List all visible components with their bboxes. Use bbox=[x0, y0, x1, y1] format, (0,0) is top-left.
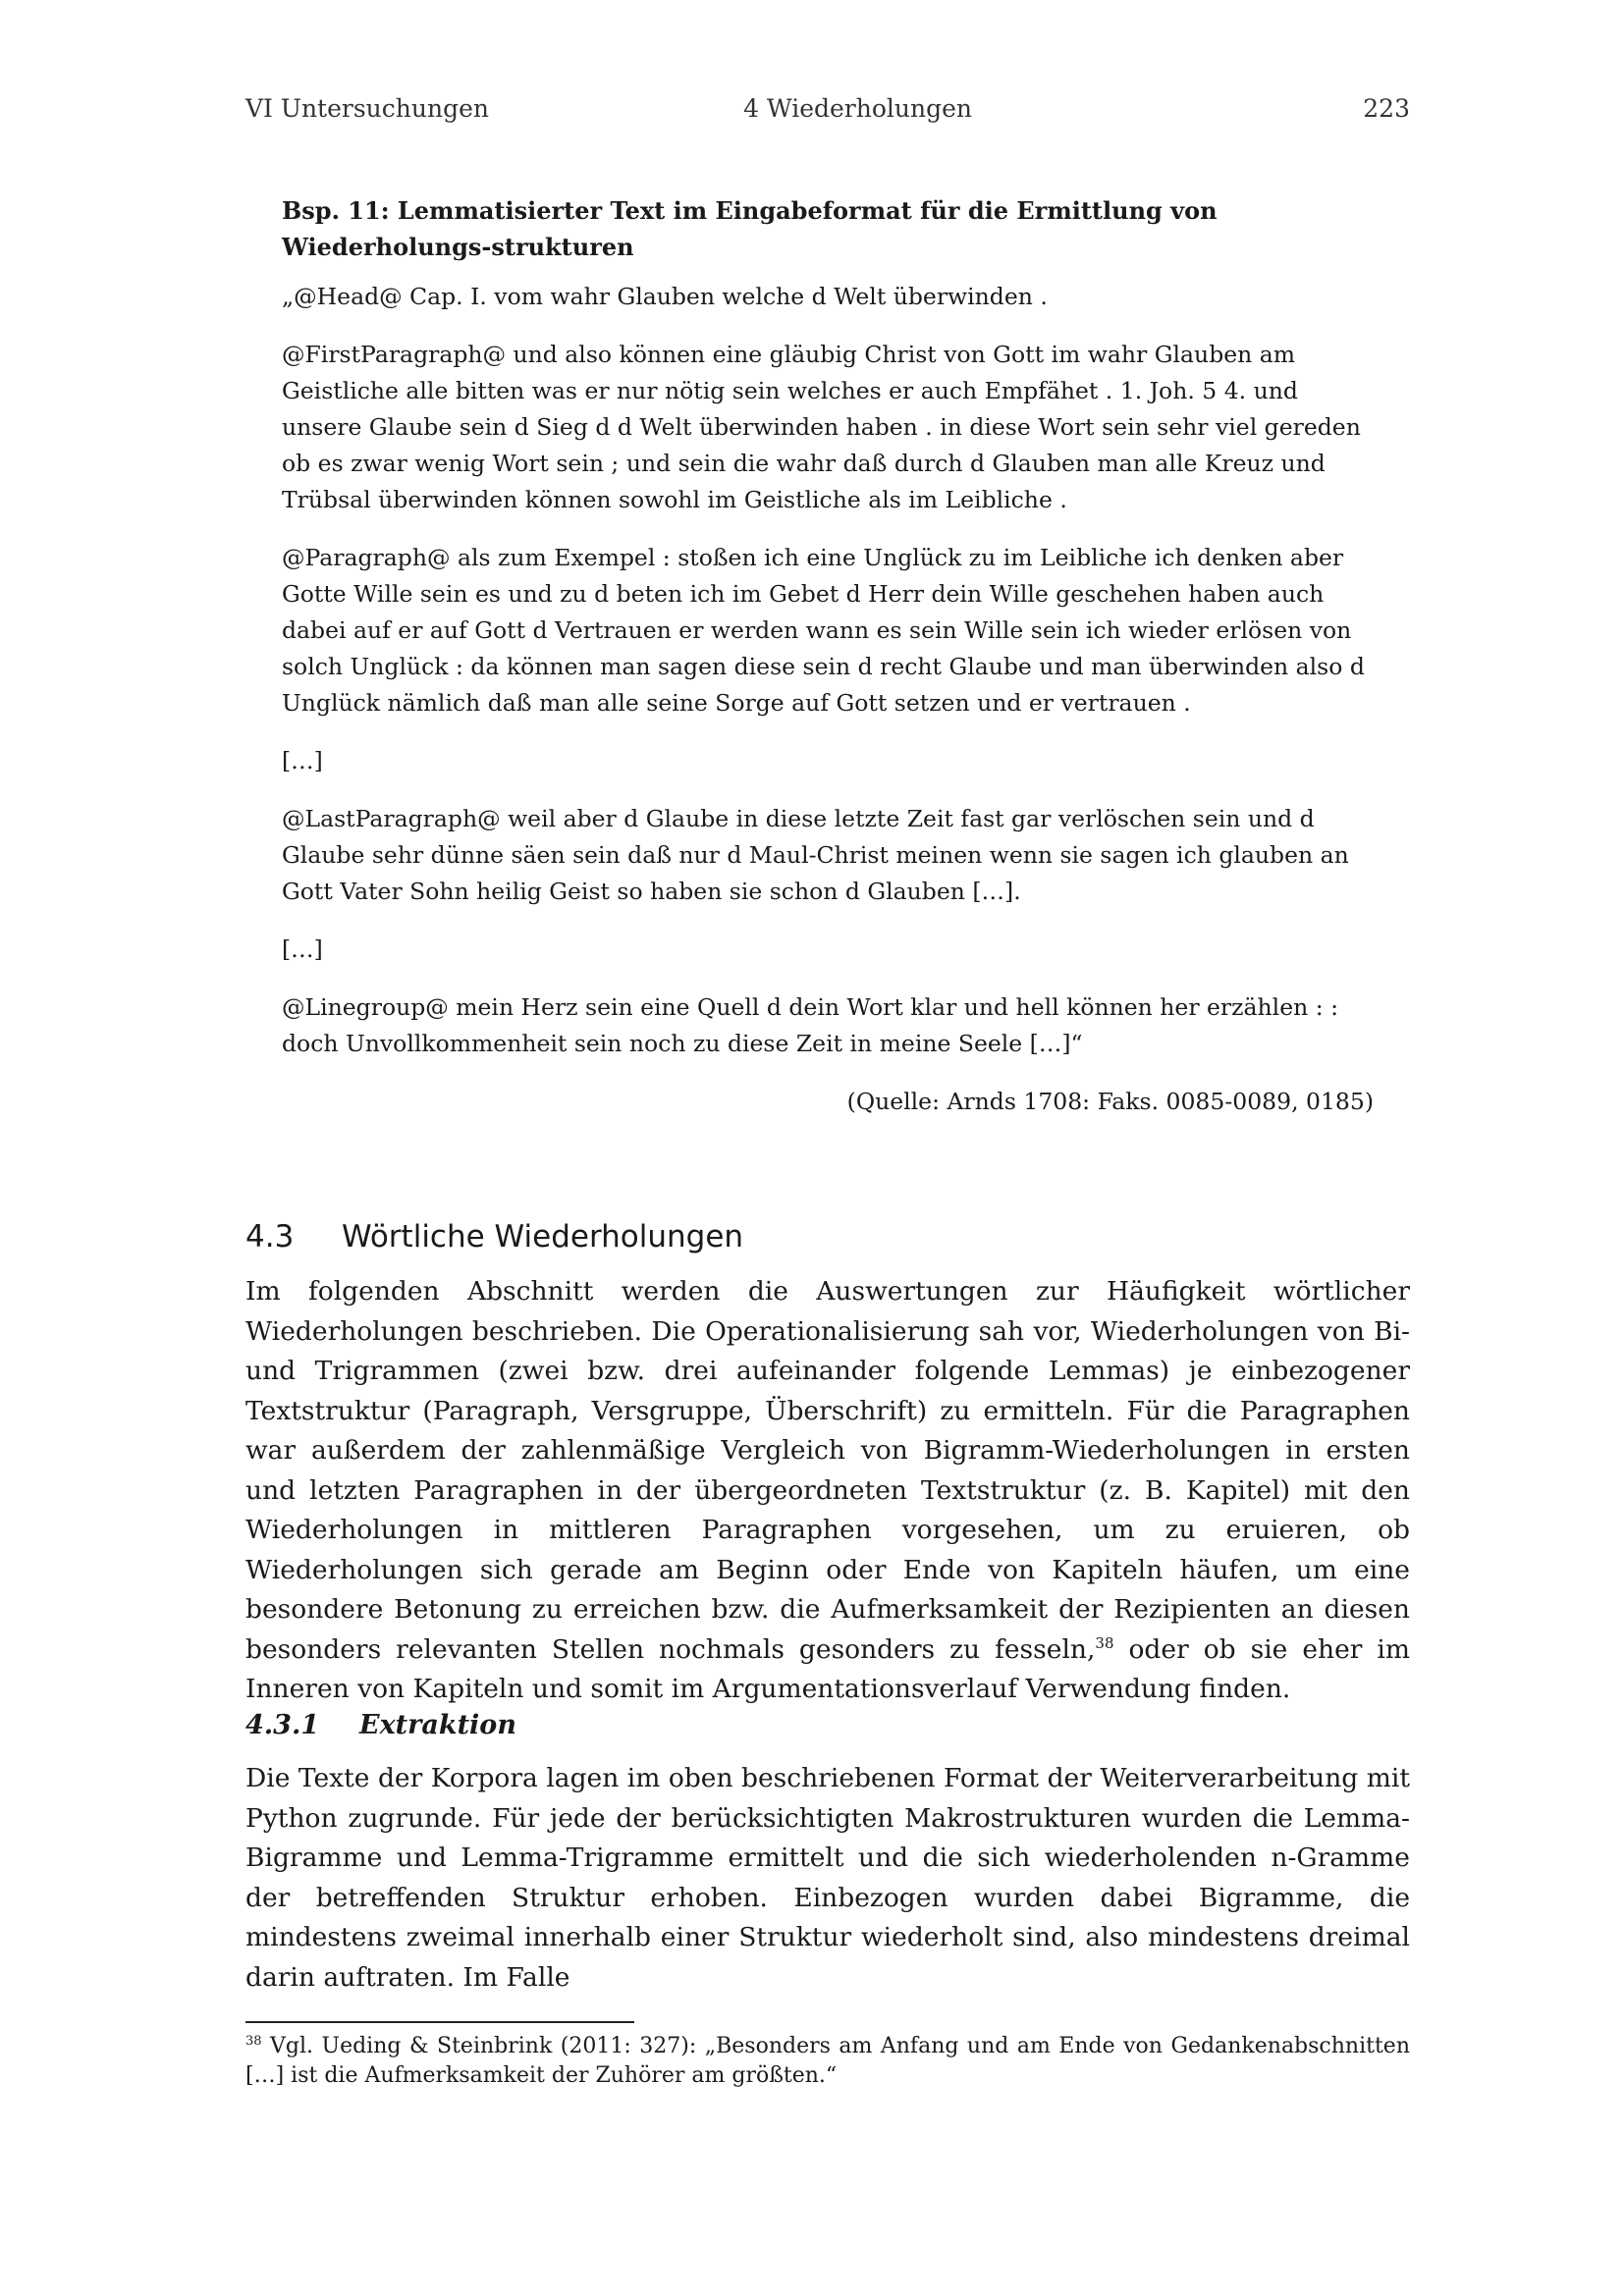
running-header bbox=[245, 94, 1410, 133]
example-paragraph-last: @LastParagraph@ weil aber d Glaube in diese letzte Zeit fast gar verlöschen sein und d Glaube sehr dünne säen sein daß nur d Maul-Christ meinen wenn sie sagen ich glauben an Gott Vater Sohn heilig Geist so haben sie schon d Glauben […]. bbox=[282, 805, 1349, 905]
section-heading bbox=[245, 1217, 1410, 1256]
section-number: 4.3 bbox=[245, 1219, 295, 1255]
example-title: Bsp. 11: Lemmatisierter Text im Eingabeformat für die Ermittlung von Wiederholungs-strukturen bbox=[282, 196, 1218, 261]
running-header-chapter: VI Untersuchungen bbox=[245, 94, 489, 123]
footnote bbox=[245, 2032, 1410, 2091]
running-header-section: 4 Wiederholungen bbox=[743, 94, 972, 123]
body-text-before-footnote: Im folgenden Abschnitt werden die Auswertungen zur Häufigkeit wörtlicher Wiederholungen beschrieben. Die Operationalisierung sah vor, Wiederholungen von Bi- und Trigrammen (zwei bzw. drei aufeinander folgende Lemmas) je einbezogener Textstruktur (Paragraph, Versgruppe, Überschrift) zu ermitteln. Für die Paragraphen war außerdem der zahlenmäßige Vergleich von Bigramm-Wiederholungen in ersten und letzten Paragraphen in der übergeordneten Textstruktur (z. B. Kapitel) mit den Wiederholungen in mittleren Paragraphen vorgesehen, um zu eruieren, ob Wiederholungen sich gerade am Beginn oder Ende von Kapiteln häufen, um eine besondere Betonung zu erreichen bzw. die Aufmerksamkeit der Rezipienten an diesen besonders relevanten Stellen nochmals gesonders zu fesseln, bbox=[245, 1276, 1410, 1665]
subsection-heading bbox=[245, 1706, 1410, 1745]
example-block bbox=[282, 192, 1374, 1120]
subsection-number: 4.3.1 bbox=[245, 1710, 320, 1740]
body-text-after-footnote: oder ob sie eher im Inneren von Kapiteln und somit im Argumentationsverlauf Verwendung finden. bbox=[245, 1633, 1410, 1704]
footnote-text: Vgl. Ueding & Steinbrink (2011: 327): „Besonders am Anfang und am Ende von Gedankenabschnitten […] ist die Aufmerksamkeit der Zuhörer am größten.“ bbox=[245, 2034, 1410, 2088]
footnote-number: 38 bbox=[245, 2034, 262, 2049]
example-paragraph-body: @Paragraph@ als zum Exempel : stoßen ich eine Unglück zu im Leibliche ich denken aber Gotte Wille sein es und zu d beten ich im Gebet d Herr dein Wille geschehen haben auch dabei auf er auf Gott d Vertrauen er werden wann es sein Wille sein ich wieder erlösen von solch Unglück : da können man sagen diese sein d recht Glaube und man überwinden also d Unglück nämlich daß man alle seine Sorge auf Gott setzen und er vertrauen . bbox=[282, 544, 1365, 717]
example-ellipsis: […] bbox=[282, 935, 323, 963]
subsection-body-paragraph: Die Texte der Korpora lagen im oben beschriebenen Format der Weiterverarbeitung mit Python zugrunde. Für jede der berücksichtigten Makrostrukturen wurden die Lemma-Bigramme und Lemma-Trigramme ermittelt und die sich wiederholenden n-Gramme der betreffenden Struktur erhoben. Einbezogen wurden dabei Bigramme, die mindestens zweimal innerhalb einer Struktur wiederholt sind, also mindestens dreimal darin auftraten. Im Falle bbox=[245, 1763, 1410, 1993]
footnote-reference[interactable]: 38 bbox=[1095, 1633, 1114, 1652]
example-ellipsis: […] bbox=[282, 747, 323, 774]
subsection-title: Extraktion bbox=[359, 1710, 516, 1740]
example-paragraph-first: @FirstParagraph@ und also können eine gläubig Christ von Gott im wahr Glauben am Geistliche alle bitten was er nur nötig sein welches er auch Empfähet . 1. Joh. 5 4. und unsere Glaube sein d Sieg d d Welt überwinden haben . in diese Wort sein sehr viel gereden ob es zwar wenig Wort sein ; und sein die wahr daß durch d Glauben man alle Kreuz und Trübsal überwinden können sowohl im Geistliche als im Leibliche . bbox=[282, 341, 1361, 513]
example-paragraph-linegroup: @Linegroup@ mein Herz sein eine Quell d dein Wort klar und hell können her erzählen : : doch Unvollkommenheit sein noch zu diese Zeit in meine Seele […]“ bbox=[282, 993, 1339, 1057]
example-paragraph-head: „@Head@ Cap. I. vom wahr Glauben welche d Welt überwinden . bbox=[282, 283, 1048, 310]
section-title: Wörtliche Wiederholungen bbox=[342, 1219, 744, 1255]
footnote-separator bbox=[245, 2021, 634, 2023]
example-source: (Quelle: Arnds 1708: Faks. 0085-0089, 0185) bbox=[846, 1088, 1374, 1115]
section-body-paragraph bbox=[245, 1272, 1410, 1710]
page-number: 223 bbox=[1363, 94, 1410, 123]
